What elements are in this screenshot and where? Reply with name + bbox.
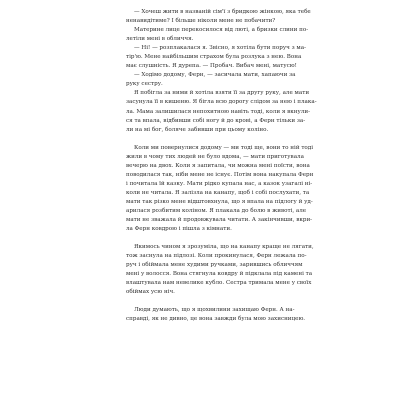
text-line: коли не читала. Я залізла на канапу, щоб і собі послухати, та (126, 189, 310, 196)
text-line: руку сестру. (126, 81, 163, 88)
page-text (118, 8, 317, 325)
text-line: мати так різко мене відштовхнула, що я впала на підлогу й уд- (126, 198, 313, 205)
text-line: вечерю на двох. Коли я запитала, чи можна мені поїсти, вона (126, 162, 310, 169)
text-line: засунула її в кишеню. Я бігла всю дорогу слідом за нею і плака- (126, 99, 317, 106)
text-line: руч і обіймала мене худими ручками, зарившись обличчям (126, 262, 303, 269)
text-line: Я побігла за ними й хотіла взяти її за другу руку, але мати (134, 90, 310, 97)
paragraph (118, 71, 296, 89)
paragraph (118, 306, 306, 324)
paragraph (118, 26, 309, 44)
text-line: тір'ю. Мене найбільшим страхом була розлука з нею. Вона (126, 54, 302, 61)
text-line: ли на мі бог, боляче забивши при цьому коліно. (126, 126, 269, 133)
text-line: — Хочеш жити в названій сім'ї з бридкою жінкою, яка тебе (134, 9, 311, 15)
text-line: справді, як не дивно, це вона завжди була мою захисницею. (126, 316, 306, 323)
text-line: летіли мені в обличчя. (126, 36, 194, 43)
text-line: ла. Мама залишилася непохитною навіть тоді, коли я вкнули- (126, 108, 310, 115)
paragraph-gap (118, 234, 292, 243)
text-line: і почитала їй казку. Мати рідко купала нас, а казок узагалі ні- (126, 180, 313, 187)
text-line: жили в чому тих людей не було вдома, — мати приготувала (126, 153, 304, 160)
text-line: арилася розбитим коліном. Я плакала до болю в животі, але (126, 207, 307, 214)
paragraph (118, 8, 311, 26)
paragraph-gap (118, 135, 292, 144)
text-line: Якимось чином я зрозуміла, що на канапу краще не лягати, (134, 244, 314, 251)
text-line: — Ходімо додому, Ферн, — засичала мати, хапаючи за (134, 72, 296, 79)
paragraph (118, 89, 317, 134)
paragraph (118, 44, 306, 71)
text-line: обіймах усю ніч. (126, 289, 175, 296)
text-line: ла Ферн ковдрою і пішла з кімнати. (126, 226, 232, 233)
text-line: — Ні! — розплакалася я. Звісно, я хотіла бути поруч з ма- (134, 45, 306, 52)
text-line: мені у волосся. Вона стягнула ковдру й підклала під камені та (126, 271, 313, 278)
text-line: мати не зважала й продовжувала читати. А закінчивши, вкри- (126, 217, 313, 224)
paragraph (118, 144, 314, 234)
text-line: Коли ми повернулися додому — ми тоді ще, вони то ній тоді (134, 144, 314, 151)
text-line: має слушність. Я дурепа. — Пробач. Вибач мені, матусю! (126, 63, 297, 70)
text-line: ся та впала, відбивши собі ногу й до крові, а Ферн тільки за- (126, 117, 306, 124)
text-line: поводилася так, ніби мене не існує. Потім вона накупала Ферн (126, 171, 314, 178)
text-line: ненавидітиме? І більше ніколи мене не побачити? (126, 18, 276, 25)
paragraph-gap (118, 297, 292, 306)
paragraph (118, 243, 314, 297)
text-line: Люди думають, що я щохвилини захищаю Ферн. А на- (134, 307, 295, 314)
text-line: Материне лице перекосилося від люті, а бризки слини по- (134, 27, 309, 34)
text-line: влаштувала нам невелике кубло. Сестра тримала мене у своїх (126, 280, 312, 287)
text-line: тож заснула на підлозі. Коли прокинулася, Ферн лежала по- (126, 253, 307, 260)
